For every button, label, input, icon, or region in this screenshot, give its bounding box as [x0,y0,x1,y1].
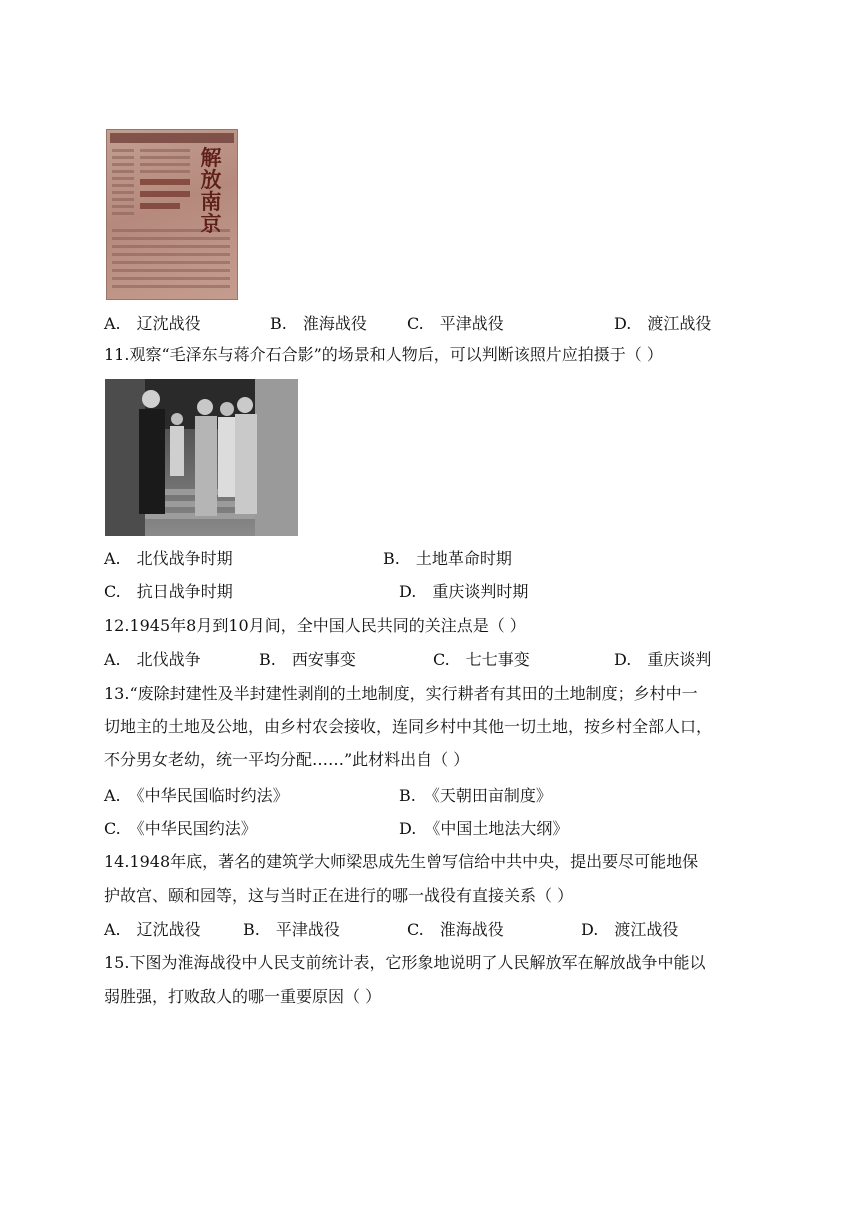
q14-option-a: A. 辽沈战役 [104,920,201,939]
q13-option-b: B. 《天朝田亩制度》 [399,786,552,805]
q11-option-b: B. 土地革命时期 [383,549,512,568]
q13-stem-line-3: 不分男女老幼，统一平均分配……”此材料出自（ ） [104,750,470,769]
mao-chiang-photo [105,379,298,536]
q13-option-a: A. 《中华民国临时约法》 [104,786,289,805]
q15-stem-line-2: 弱胜强，打败敌人的哪一重要原因（ ） [104,987,382,1006]
newspaper-headline: 解放南京 [200,145,222,236]
q10-option-d: D. 渡江战役 [614,314,712,333]
q13-option-c: C. 《中华民国约法》 [104,819,257,838]
q14-option-d: D. 渡江战役 [581,920,679,939]
q11-option-d: D. 重庆谈判时期 [399,582,529,601]
q14-option-b: B. 平津战役 [243,920,340,939]
q12-option-d: D. 重庆谈判 [614,650,712,669]
q11-option-c: C. 抗日战争时期 [104,582,233,601]
group-photo-illustration [105,379,298,536]
q12-option-c: C. 七七事变 [433,650,530,669]
q10-option-b: B. 淮海战役 [270,314,367,333]
q10-option-c: C. 平津战役 [407,314,504,333]
q13-option-d: D. 《中国土地法大纲》 [399,819,569,838]
q11-option-a: A. 北伐战争时期 [104,549,233,568]
newspaper-image [106,129,238,300]
q10-option-a: A. 辽沈战役 [104,314,201,333]
q14-option-c: C. 淮海战役 [407,920,504,939]
q14-stem-line-1: 14.1948年底，著名的建筑学大师梁思成先生曾写信给中共中央，提出要尽可能地保 [104,852,699,871]
q15-stem-line-1: 15.下图为淮海战役中人民支前统计表，它形象地说明了人民解放军在解放战争中能以 [104,953,706,972]
q13-stem-line-1: 13.“废除封建性及半封建性剥削的土地制度，实行耕者有其田的土地制度；乡村中一 [104,684,698,703]
q12-option-b: B. 西安事变 [259,650,356,669]
q12-option-a: A. 北伐战争 [104,650,201,669]
q12-stem: 12.1945年8月到10月间，全中国人民共同的关注点是（ ） [104,616,526,635]
q14-stem-line-2: 护故宫、颐和园等，这与当时正在进行的哪一战役有直接关系（ ） [104,886,574,905]
q13-stem-line-2: 切地主的土地及公地，由乡村农会接收，连同乡村中其他一切土地，按乡村全部人口， [104,717,713,736]
q11-stem: 11.观察“毛泽东与蒋介石合影”的场景和人物后，可以判断该照片应拍摄于（ ） [104,345,663,364]
